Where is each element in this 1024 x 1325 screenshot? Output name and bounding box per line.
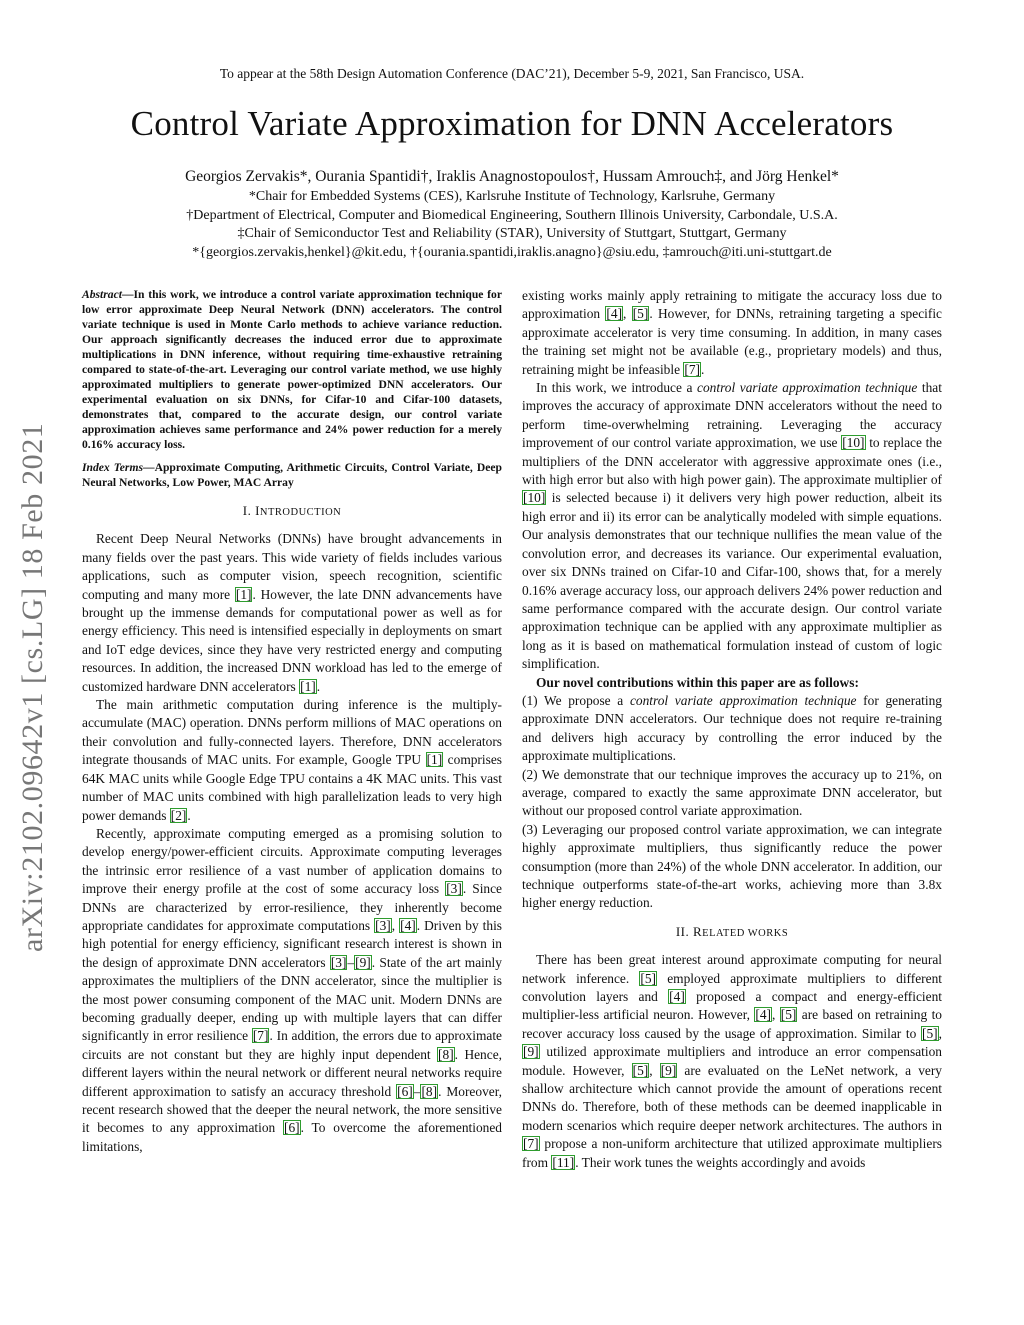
citation-link[interactable]: [1] bbox=[426, 752, 443, 768]
citation-link[interactable]: [9] bbox=[355, 954, 371, 970]
citation-link[interactable]: [4] bbox=[669, 989, 685, 1005]
index-terms-text: Approximate Computing, Arithmetic Circuits, Control Variate, Deep Neural Networks, Low Power, MAC Array bbox=[82, 461, 502, 489]
intro-paragraph-4: existing works mainly apply retraining to mitigate the accuracy loss due to approximation [4], [5]. However, for DNNs, retraining targeting a specific approximate accelerator is very time consuming. In addition, in many cases the training set might not be available (e.g., proprietary models) and thus, retraining might be infeasible [7]. bbox=[522, 288, 942, 377]
paper-title: Control Variate Approximation for DNN Accelerators bbox=[130, 104, 894, 143]
citation-link[interactable]: [9] bbox=[660, 1062, 677, 1078]
citation-link[interactable]: [1] bbox=[235, 586, 252, 602]
citation-link[interactable]: [10] bbox=[842, 435, 865, 451]
citation-link[interactable]: [6] bbox=[397, 1083, 413, 1099]
citation-link[interactable]: [7] bbox=[523, 1136, 539, 1152]
abstract-label: Abstract— bbox=[82, 288, 134, 301]
author-list: Georgios Zervakis*, Ourania Spantidi†, Iraklis Anagnostopoulos†, Hussam Amrouch‡, and Jörg Henkel* bbox=[185, 168, 839, 185]
left-column bbox=[82, 287, 502, 1156]
citation-link[interactable]: [4] bbox=[606, 306, 623, 322]
affiliation-siu: †Department of Electrical, Computer and Biomedical Engineering, Southern Illinois University, Carbondale, U.S.A. bbox=[186, 207, 838, 223]
contributions-heading: Our novel contributions within this paper are as follows: bbox=[536, 674, 859, 690]
citation-link[interactable]: [8] bbox=[438, 1046, 454, 1062]
citation-link[interactable]: [5] bbox=[632, 306, 649, 322]
intro-paragraph-2: The main arithmetic computation during inference is the multiply-accumulate (MAC) operation. DNNs perform millions of MAC operations on their convolution and fully-connected layers. Therefore, DNN accelerators integrate thousands of MAC units. For example, Google TPU [1] comprises 64K MAC units while Google Edge TPU contains a 4K MAC units. This vast number of MAC units combined with high parallelization leads to very high power demands [2]. bbox=[82, 697, 502, 823]
right-column bbox=[522, 287, 942, 1172]
arxiv-stamp: arXiv:2102.09642v1 [cs.LG] 18 Feb 2021 bbox=[16, 422, 49, 952]
related-paragraph-1: There has been great interest around approximate computing for neural network inference. [5] employed approximate multipliers to different convolution layers and [4] proposed a compact and energy-efficient multiplier-less artificial neuron. However, [4], [5] are based on retraining to recover accuracy loss caused by the usage of approximation. Similar to [5], [9] utilized approximate multipliers and introduce an error compensation module. However, [5], [9] are evaluated on the LeNet network, a very shallow architecture which cannot provide the amount of operations recent DNNs do. Therefore, both of these methods can be deemed inapplicable in modern scenarios which require deeper network architectures. The authors in [7] propose a non-uniform architecture that utilized approximate multipliers from [11]. Their work tunes the weights accordingly and avoids bbox=[522, 952, 943, 1170]
contribution-1: (1) We propose a control variate approximation technique for generating approximate DNN accelerators. Our technique does not require re-training and delivers high accuracy by controlling the error induced by the approximate multiplications. bbox=[522, 692, 942, 764]
citation-link[interactable]: [5] bbox=[640, 970, 657, 986]
conference-line: To appear at the 58th Design Automation Conference (DAC’21), December 5-9, 2021, San Francisco, USA. bbox=[219, 66, 805, 81]
citation-link[interactable]: [7] bbox=[684, 361, 701, 377]
intro-paragraph-5: In this work, we introduce a control variate approximation technique that improves the accuracy of approximate DNN accelerators without the need to perform time-overwhelming retraining. Leveraging the accuracy improvement of our control variate approximation, we use [10] to replace the multipliers of the DNN accelerator with aggressive approximate ones (i.e., with high error but also with high power gain). The approximate multiplier of [10] is selected because i) it delivers very high power reduction, albeit its high error and ii) its error can be analytically modeled with simple equations. Our analysis demonstrates that our technique nullifies the mean value of the convolution error, and decreases its variance. Our experimental evaluation, over six DNNs trained on Cifar-10 and Cifar-100, shows that, for a merely 0.16% average accuracy loss, our approach delivers 24% power reduction and same performance compared with the accurate design. Our control variate approximation technique can be applied with any approximate multiplier as long as it is based on mathematical formulation instead of custom of logic simplification. bbox=[522, 380, 942, 672]
intro-paragraph-1: Recent Deep Neural Networks (DNNs) have brought advancements in many fields over the past years. This wide variety of fields includes various applications, such as computer vision, speech recognition, scientific computing and many more [1]. However, the late DNN advancements have brought up the immense demands for computational power as well as for energy efficiency. This need is intensified especially in deployments on smart and IoT edge devices, since they have very restricted energy and computing resources. In addition, the increased DNN workload has led to the emerge of customized hardware DNN accelerators [1]. bbox=[82, 531, 502, 694]
intro-paragraph-3: Recently, approximate computing emerged as a promising solution to develop energy/power-efficient circuits. Approximate computing leverages the intrinsic error resilience of a vast number of application domains to improve their energy profile at the cost of some accuracy loss [3]. Since DNNs are characterized by error-resilience, they inherently become appropriate candidates for approximate computations [3], [4]. Driven by this high potential for energy efficiency, significant research interest is shown in the design of approximate DNN accelerators [3]–[9]. State of the art mainly approximates the multipliers of the DNN accelerator, since the multiplier is the most power consuming component of the MAC unit. Modern DNNs are becoming gradually deeper, ending up with multiple layers that can differ significantly in error resilience [7]. In addition, the errors due to approximate circuits are not constant but they are highly input dependent [8]. Hence, different layers within the neural network or different neural networks require different approximation to satisfy an accuracy threshold [6]–[8]. Moreover, recent research showed that the deeper the neural network, the more sensitive it becomes to any approximation [6]. To overcome the aforementioned limitations, bbox=[82, 825, 502, 1154]
citation-link[interactable]: [5] bbox=[922, 1025, 938, 1041]
citation-link[interactable]: [6] bbox=[284, 1120, 300, 1136]
contribution-3: (3) Leveraging our proposed control variate approximation, we can integrate highly approximate multipliers, thus significantly reduce the power consumption (more than 24%) of the whole DNN accelerator. In addition, our technique outperforms state-of-the-art works, achieving more than 3.8x higher energy reduction. bbox=[522, 821, 942, 911]
citation-link[interactable]: [5] bbox=[632, 1062, 649, 1078]
citation-link[interactable]: [3] bbox=[375, 917, 391, 933]
citation-link[interactable]: [4] bbox=[755, 1007, 772, 1023]
index-terms bbox=[82, 460, 502, 490]
citation-link[interactable]: [3] bbox=[446, 881, 462, 897]
citation-link[interactable]: [1] bbox=[300, 678, 316, 694]
author-emails: *{georgios.zervakis,henkel}@kit.edu, †{ourania.spantidi,iraklis.anagno}@siu.edu, ‡amrouch@iti.uni-stuttgart.de bbox=[192, 244, 832, 260]
citation-link[interactable]: [4] bbox=[400, 917, 416, 933]
citation-link[interactable]: [11] bbox=[552, 1154, 575, 1170]
affiliation-star: ‡Chair of Semiconductor Test and Reliability (STAR), University of Stuttgart, Stuttgart, Germany bbox=[237, 226, 787, 241]
abstract bbox=[82, 287, 502, 452]
citation-link[interactable]: [8] bbox=[421, 1083, 438, 1099]
index-terms-label: Index Terms— bbox=[82, 461, 155, 474]
citation-link[interactable]: [9] bbox=[523, 1044, 539, 1060]
affiliations bbox=[0, 188, 1024, 262]
citation-link[interactable]: [3] bbox=[330, 954, 347, 970]
contribution-2: (2) We demonstrate that our technique improves the accuracy up to 21%, on average, compared to exactly the same approximate DNN accelerator, but without our proposed control variate approximation. bbox=[522, 766, 942, 819]
abstract-text: In this work, we introduce a control variate approximation technique for low error approximate Deep Neural Network (DNN) accelerators. The control variate technique is used in Monte Carlo methods to achieve variance reduction. Our approach significantly decreases the induced error due to approximate multiplications in DNN inference, without requiring time-exhaustive retraining compared to state-of-the-art. Leveraging our control variate method, we use highly approximated multipliers to generate power-optimized DNN accelerators. Our experimental evaluation on six DNNs, for Cifar-10 and Cifar-100 datasets, demonstrates that, compared to the accurate design, our control variate approximation achieves same performance and 24% power reduction for a merely 0.16% accuracy loss. bbox=[82, 288, 502, 451]
citation-link[interactable]: [10] bbox=[523, 490, 546, 506]
citation-link[interactable]: [2] bbox=[170, 807, 187, 823]
citation-link[interactable]: [5] bbox=[780, 1007, 797, 1023]
section-heading-related-works: II. RELATED WORKS bbox=[675, 923, 789, 939]
affiliation-ces: *Chair for Embedded Systems (CES), Karlsruhe Institute of Technology, Karlsruhe, Germany bbox=[248, 189, 776, 204]
citation-link[interactable]: [7] bbox=[252, 1028, 269, 1044]
section-heading-introduction: I. INTRODUCTION bbox=[242, 503, 342, 518]
